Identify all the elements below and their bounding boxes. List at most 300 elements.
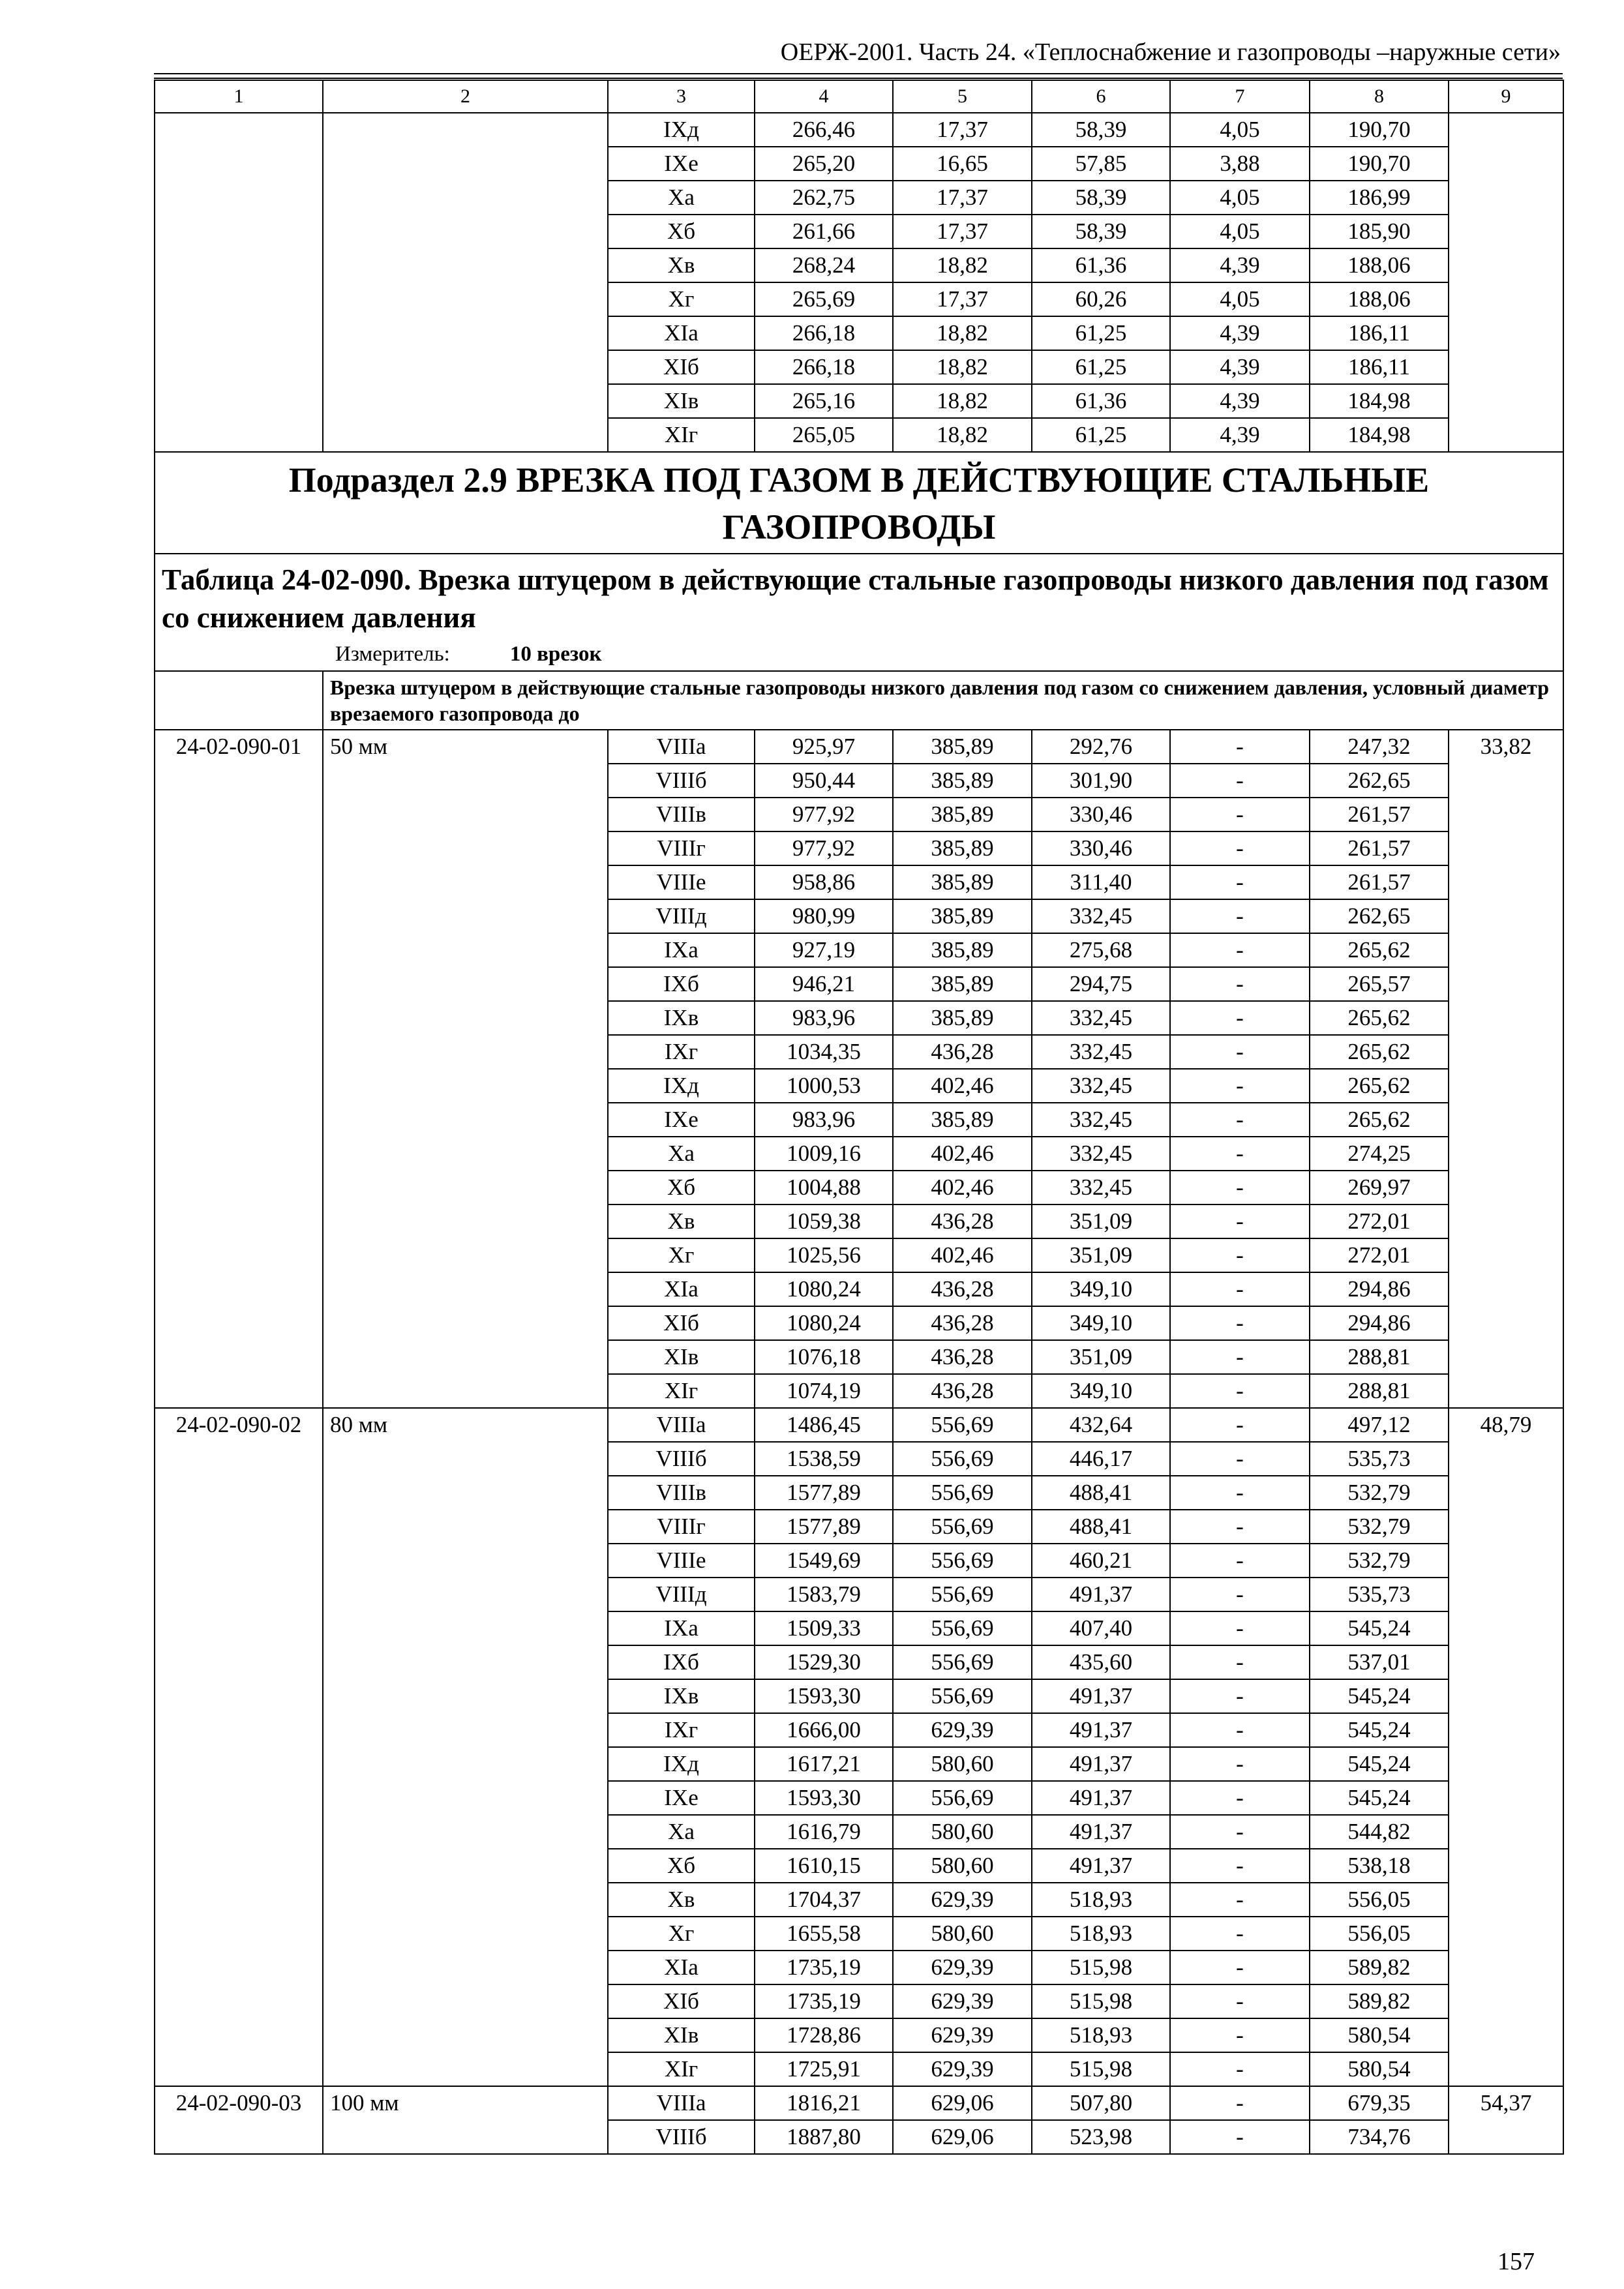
value-cell: 385,89 bbox=[893, 899, 1032, 933]
value-cell: 556,69 bbox=[893, 1476, 1032, 1510]
value-cell: 589,82 bbox=[1310, 1951, 1449, 1984]
value-cell: 1735,19 bbox=[755, 1951, 893, 1984]
value-cell: 1577,89 bbox=[755, 1510, 893, 1544]
value-cell: 545,24 bbox=[1310, 1679, 1449, 1713]
value-cell: 535,73 bbox=[1310, 1578, 1449, 1611]
value-cell: 491,37 bbox=[1032, 1578, 1170, 1611]
value-cell: 1655,58 bbox=[755, 1917, 893, 1951]
value-cell: IXе bbox=[608, 1781, 755, 1815]
value-cell: 556,69 bbox=[893, 1544, 1032, 1578]
value-cell: 268,24 bbox=[755, 248, 893, 282]
value-cell: VIIIб bbox=[608, 764, 755, 798]
value-cell: VIIIб bbox=[608, 1442, 755, 1476]
value-cell: 402,46 bbox=[893, 1238, 1032, 1272]
value-cell: 538,18 bbox=[1310, 1849, 1449, 1883]
value-cell: 265,69 bbox=[755, 282, 893, 316]
value-cell: Xг bbox=[608, 1917, 755, 1951]
value-cell: - bbox=[1170, 865, 1310, 899]
value-cell: 402,46 bbox=[893, 1137, 1032, 1171]
value-cell: - bbox=[1170, 730, 1310, 764]
value-cell: VIIIг bbox=[608, 831, 755, 865]
rate-name: 50 мм bbox=[323, 730, 608, 1408]
value-cell: - bbox=[1170, 1069, 1310, 1103]
value-cell: 556,69 bbox=[893, 1611, 1032, 1645]
value-cell: 545,24 bbox=[1310, 1747, 1449, 1781]
value-cell: 518,93 bbox=[1032, 1883, 1170, 1917]
value-cell: XIа bbox=[608, 1951, 755, 1984]
column-number: 2 bbox=[323, 80, 608, 113]
value-cell: 16,65 bbox=[893, 147, 1032, 181]
value-cell: 261,57 bbox=[1310, 831, 1449, 865]
value-cell: 436,28 bbox=[893, 1204, 1032, 1238]
value-cell: 385,89 bbox=[893, 798, 1032, 831]
value-cell: XIг bbox=[608, 2052, 755, 2086]
value-cell: - bbox=[1170, 1951, 1310, 1984]
value-cell: 1666,00 bbox=[755, 1713, 893, 1747]
measure-line bbox=[162, 640, 1556, 668]
value-cell: 958,86 bbox=[755, 865, 893, 899]
value-cell: 1529,30 bbox=[755, 1645, 893, 1679]
value-cell: 1509,33 bbox=[755, 1611, 893, 1645]
value-cell: XIв bbox=[608, 384, 755, 418]
value-cell: 58,39 bbox=[1032, 215, 1170, 248]
value-cell: 518,93 bbox=[1032, 2018, 1170, 2052]
value-cell: 580,60 bbox=[893, 1917, 1032, 1951]
value-cell: 274,25 bbox=[1310, 1137, 1449, 1171]
value-cell: 349,10 bbox=[1032, 1374, 1170, 1408]
value-cell: 1610,15 bbox=[755, 1849, 893, 1883]
value-cell: 1059,38 bbox=[755, 1204, 893, 1238]
value-cell: 385,89 bbox=[893, 1001, 1032, 1035]
col9-value: 54,37 bbox=[1449, 2086, 1563, 2154]
col9-value: 33,82 bbox=[1449, 730, 1563, 1408]
table-title-row bbox=[155, 554, 1563, 671]
value-cell: 545,24 bbox=[1310, 1781, 1449, 1815]
table-row bbox=[155, 2086, 1563, 2120]
value-cell: 518,93 bbox=[1032, 1917, 1170, 1951]
value-cell: 288,81 bbox=[1310, 1340, 1449, 1374]
value-cell: 532,79 bbox=[1310, 1510, 1449, 1544]
value-cell: - bbox=[1170, 1035, 1310, 1069]
value-cell: - bbox=[1170, 1883, 1310, 1917]
value-cell: - bbox=[1170, 1476, 1310, 1510]
value-cell: Xб bbox=[608, 1171, 755, 1204]
value-cell: 545,24 bbox=[1310, 1713, 1449, 1747]
value-cell: 332,45 bbox=[1032, 1035, 1170, 1069]
value-cell: 58,39 bbox=[1032, 181, 1170, 215]
value-cell: 261,57 bbox=[1310, 865, 1449, 899]
value-cell: Xб bbox=[608, 215, 755, 248]
value-cell: - bbox=[1170, 2086, 1310, 2120]
intro-empty-cell bbox=[155, 671, 323, 730]
value-cell: 532,79 bbox=[1310, 1544, 1449, 1578]
value-cell: 535,73 bbox=[1310, 1442, 1449, 1476]
value-cell: 262,75 bbox=[755, 181, 893, 215]
col9-value: 48,79 bbox=[1449, 1408, 1563, 2086]
value-cell: Xв bbox=[608, 248, 755, 282]
value-cell: Xг bbox=[608, 1238, 755, 1272]
value-cell: 1009,16 bbox=[755, 1137, 893, 1171]
value-cell: 266,46 bbox=[755, 113, 893, 147]
value-cell: 294,75 bbox=[1032, 967, 1170, 1001]
value-cell: 18,82 bbox=[893, 316, 1032, 350]
value-cell: - bbox=[1170, 1984, 1310, 2018]
value-cell: 946,21 bbox=[755, 967, 893, 1001]
value-cell: 983,96 bbox=[755, 1103, 893, 1137]
value-cell: 332,45 bbox=[1032, 1103, 1170, 1137]
value-cell: - bbox=[1170, 2120, 1310, 2154]
value-cell: 269,97 bbox=[1310, 1171, 1449, 1204]
value-cell: 1004,88 bbox=[755, 1171, 893, 1204]
value-cell: 436,28 bbox=[893, 1035, 1032, 1069]
header-rule-double bbox=[154, 78, 1563, 79]
measure-label: Измеритель: bbox=[335, 642, 450, 666]
column-number: 8 bbox=[1310, 80, 1449, 113]
value-cell: 261,57 bbox=[1310, 798, 1449, 831]
value-cell: 950,44 bbox=[755, 764, 893, 798]
value-cell: 17,37 bbox=[893, 113, 1032, 147]
value-cell: 265,16 bbox=[755, 384, 893, 418]
value-cell: 351,09 bbox=[1032, 1204, 1170, 1238]
value-cell: 330,46 bbox=[1032, 831, 1170, 865]
value-cell: 436,28 bbox=[893, 1340, 1032, 1374]
value-cell: - bbox=[1170, 1408, 1310, 1442]
value-cell: - bbox=[1170, 1713, 1310, 1747]
value-cell: Xа bbox=[608, 1815, 755, 1849]
table-title-block bbox=[155, 554, 1563, 671]
value-cell: 1735,19 bbox=[755, 1984, 893, 2018]
value-cell: VIIIб bbox=[608, 2120, 755, 2154]
value-cell: 629,39 bbox=[893, 1883, 1032, 1917]
value-cell: 4,39 bbox=[1170, 248, 1310, 282]
value-cell: 1816,21 bbox=[755, 2086, 893, 2120]
rate-code: 24-02-090-03 bbox=[155, 2086, 323, 2154]
value-cell: XIв bbox=[608, 1340, 755, 1374]
value-cell: 734,76 bbox=[1310, 2120, 1449, 2154]
value-cell: 272,01 bbox=[1310, 1238, 1449, 1272]
value-cell: IXб bbox=[608, 1645, 755, 1679]
value-cell: 1025,56 bbox=[755, 1238, 893, 1272]
value-cell: Xа bbox=[608, 1137, 755, 1171]
value-cell: 1076,18 bbox=[755, 1340, 893, 1374]
value-cell: 927,19 bbox=[755, 933, 893, 967]
value-cell: 580,60 bbox=[893, 1815, 1032, 1849]
value-cell: 58,39 bbox=[1032, 113, 1170, 147]
value-cell: 1538,59 bbox=[755, 1442, 893, 1476]
value-cell: - bbox=[1170, 1747, 1310, 1781]
value-cell: - bbox=[1170, 1849, 1310, 1883]
value-cell: 292,76 bbox=[1032, 730, 1170, 764]
table-row bbox=[155, 730, 1563, 764]
measure-value: 10 врезок bbox=[509, 642, 602, 666]
value-cell: 265,62 bbox=[1310, 1035, 1449, 1069]
value-cell: 57,85 bbox=[1032, 147, 1170, 181]
value-cell: 515,98 bbox=[1032, 1951, 1170, 1984]
value-cell: 385,89 bbox=[893, 933, 1032, 967]
value-cell: 523,98 bbox=[1032, 2120, 1170, 2154]
value-cell: 629,39 bbox=[893, 2018, 1032, 2052]
value-cell: IXд bbox=[608, 1747, 755, 1781]
value-cell: 18,82 bbox=[893, 384, 1032, 418]
value-cell: 61,36 bbox=[1032, 248, 1170, 282]
column-number-row bbox=[155, 80, 1563, 113]
value-cell: IXе bbox=[608, 1103, 755, 1137]
subsection-row bbox=[155, 452, 1563, 554]
value-cell: 1616,79 bbox=[755, 1815, 893, 1849]
resource-table bbox=[154, 80, 1564, 2155]
value-cell: 265,62 bbox=[1310, 1103, 1449, 1137]
column-number: 4 bbox=[755, 80, 893, 113]
value-cell: 1080,24 bbox=[755, 1272, 893, 1306]
value-cell: 977,92 bbox=[755, 798, 893, 831]
value-cell: 265,05 bbox=[755, 418, 893, 452]
rate-code: 24-02-090-01 bbox=[155, 730, 323, 1408]
value-cell: 436,28 bbox=[893, 1272, 1032, 1306]
value-cell: 332,45 bbox=[1032, 1001, 1170, 1035]
value-cell: XIа bbox=[608, 1272, 755, 1306]
value-cell: - bbox=[1170, 899, 1310, 933]
value-cell: - bbox=[1170, 1374, 1310, 1408]
value-cell: 980,99 bbox=[755, 899, 893, 933]
value-cell: 294,86 bbox=[1310, 1306, 1449, 1340]
value-cell: - bbox=[1170, 764, 1310, 798]
value-cell: - bbox=[1170, 1544, 1310, 1578]
value-cell: 1549,69 bbox=[755, 1544, 893, 1578]
value-cell: 266,18 bbox=[755, 316, 893, 350]
value-cell: 1486,45 bbox=[755, 1408, 893, 1442]
value-cell: 351,09 bbox=[1032, 1238, 1170, 1272]
column-number: 6 bbox=[1032, 80, 1170, 113]
value-cell: XIв bbox=[608, 2018, 755, 2052]
table-title: Таблица 24-02-090. Врезка штуцером в действующие стальные газопроводы низкого давления под газом со снижением давления bbox=[162, 563, 1549, 634]
value-cell: 184,98 bbox=[1310, 384, 1449, 418]
value-cell: 1728,86 bbox=[755, 2018, 893, 2052]
value-cell: 556,69 bbox=[893, 1408, 1032, 1442]
value-cell: IXд bbox=[608, 113, 755, 147]
value-cell: 1080,24 bbox=[755, 1306, 893, 1340]
value-cell: 1000,53 bbox=[755, 1069, 893, 1103]
column-number: 3 bbox=[608, 80, 755, 113]
value-cell: VIIIв bbox=[608, 798, 755, 831]
value-cell: 407,40 bbox=[1032, 1611, 1170, 1645]
value-cell: 580,60 bbox=[893, 1747, 1032, 1781]
value-cell: XIа bbox=[608, 316, 755, 350]
rate-name: 80 мм bbox=[323, 1408, 608, 2086]
value-cell: 18,82 bbox=[893, 248, 1032, 282]
value-cell: 4,39 bbox=[1170, 384, 1310, 418]
value-cell: - bbox=[1170, 1306, 1310, 1340]
column-number: 5 bbox=[893, 80, 1032, 113]
page-header: ОЕРЖ-2001. Часть 24. «Теплоснабжение и газопроводы –наружные сети» bbox=[780, 38, 1561, 66]
value-cell: 491,37 bbox=[1032, 1781, 1170, 1815]
value-cell: 507,80 bbox=[1032, 2086, 1170, 2120]
value-cell: VIIIд bbox=[608, 899, 755, 933]
value-cell: 1577,89 bbox=[755, 1476, 893, 1510]
value-cell: IXв bbox=[608, 1001, 755, 1035]
value-cell: 18,82 bbox=[893, 418, 1032, 452]
rate-code: 24-02-090-02 bbox=[155, 1408, 323, 2086]
value-cell: IXе bbox=[608, 147, 755, 181]
group-intro-row bbox=[155, 671, 1563, 730]
value-cell: 436,28 bbox=[893, 1306, 1032, 1340]
value-cell: - bbox=[1170, 1611, 1310, 1645]
value-cell: - bbox=[1170, 1103, 1310, 1137]
value-cell: 556,69 bbox=[893, 1442, 1032, 1476]
value-cell: 1583,79 bbox=[755, 1578, 893, 1611]
value-cell: VIIIа bbox=[608, 2086, 755, 2120]
value-cell: 272,01 bbox=[1310, 1204, 1449, 1238]
value-cell: 629,06 bbox=[893, 2120, 1032, 2154]
value-cell: 4,39 bbox=[1170, 316, 1310, 350]
value-cell: 1887,80 bbox=[755, 2120, 893, 2154]
value-cell: 435,60 bbox=[1032, 1645, 1170, 1679]
value-cell: 4,39 bbox=[1170, 418, 1310, 452]
value-cell: XIб bbox=[608, 1984, 755, 2018]
value-cell: 262,65 bbox=[1310, 899, 1449, 933]
value-cell: 460,21 bbox=[1032, 1544, 1170, 1578]
value-cell: VIIIг bbox=[608, 1510, 755, 1544]
value-cell: 556,05 bbox=[1310, 1883, 1449, 1917]
value-cell: 491,37 bbox=[1032, 1815, 1170, 1849]
value-cell: 629,06 bbox=[893, 2086, 1032, 2120]
value-cell: 925,97 bbox=[755, 730, 893, 764]
value-cell: Xб bbox=[608, 1849, 755, 1883]
value-cell: - bbox=[1170, 1171, 1310, 1204]
value-cell: 580,54 bbox=[1310, 2052, 1449, 2086]
value-cell: - bbox=[1170, 1001, 1310, 1035]
value-cell: 351,09 bbox=[1032, 1340, 1170, 1374]
value-cell: 61,36 bbox=[1032, 384, 1170, 418]
value-cell: 186,11 bbox=[1310, 316, 1449, 350]
value-cell: 311,40 bbox=[1032, 865, 1170, 899]
value-cell: 1704,37 bbox=[755, 1883, 893, 1917]
value-cell: - bbox=[1170, 1781, 1310, 1815]
value-cell: 556,69 bbox=[893, 1578, 1032, 1611]
value-cell: 288,81 bbox=[1310, 1374, 1449, 1408]
value-cell: 184,98 bbox=[1310, 418, 1449, 452]
value-cell: 247,32 bbox=[1310, 730, 1449, 764]
value-cell: - bbox=[1170, 1645, 1310, 1679]
value-cell: - bbox=[1170, 2018, 1310, 2052]
value-cell: 185,90 bbox=[1310, 215, 1449, 248]
value-cell: 629,39 bbox=[893, 1951, 1032, 1984]
value-cell: XIг bbox=[608, 1374, 755, 1408]
value-cell: 629,39 bbox=[893, 2052, 1032, 2086]
column-number: 1 bbox=[155, 80, 323, 113]
value-cell: 61,25 bbox=[1032, 350, 1170, 384]
value-cell: - bbox=[1170, 1204, 1310, 1238]
value-cell: 629,39 bbox=[893, 1713, 1032, 1747]
value-cell: 385,89 bbox=[893, 764, 1032, 798]
value-cell: 1074,19 bbox=[755, 1374, 893, 1408]
value-cell: 60,26 bbox=[1032, 282, 1170, 316]
value-cell: 537,01 bbox=[1310, 1645, 1449, 1679]
value-cell: 446,17 bbox=[1032, 1442, 1170, 1476]
value-cell: VIIIе bbox=[608, 1544, 755, 1578]
value-cell: VIIIв bbox=[608, 1476, 755, 1510]
value-cell: 188,06 bbox=[1310, 282, 1449, 316]
value-cell: - bbox=[1170, 1238, 1310, 1272]
value-cell: 266,18 bbox=[755, 350, 893, 384]
value-cell: Xа bbox=[608, 181, 755, 215]
value-cell: 4,05 bbox=[1170, 215, 1310, 248]
value-cell: - bbox=[1170, 2052, 1310, 2086]
value-cell: Xв bbox=[608, 1204, 755, 1238]
value-cell: 556,69 bbox=[893, 1781, 1032, 1815]
value-cell: VIIIа bbox=[608, 730, 755, 764]
value-cell: IXв bbox=[608, 1679, 755, 1713]
value-cell: 261,66 bbox=[755, 215, 893, 248]
value-cell: VIIIд bbox=[608, 1578, 755, 1611]
value-cell: 1725,91 bbox=[755, 2052, 893, 2086]
value-cell: 491,37 bbox=[1032, 1849, 1170, 1883]
value-cell: 532,79 bbox=[1310, 1476, 1449, 1510]
value-cell: - bbox=[1170, 1815, 1310, 1849]
value-cell: 385,89 bbox=[893, 831, 1032, 865]
value-cell: 629,39 bbox=[893, 1984, 1032, 2018]
value-cell: 186,11 bbox=[1310, 350, 1449, 384]
value-cell: 1034,35 bbox=[755, 1035, 893, 1069]
value-cell: 4,39 bbox=[1170, 350, 1310, 384]
value-cell: 556,05 bbox=[1310, 1917, 1449, 1951]
value-cell: 18,82 bbox=[893, 350, 1032, 384]
value-cell: Xв bbox=[608, 1883, 755, 1917]
value-cell: 488,41 bbox=[1032, 1510, 1170, 1544]
value-cell: 332,45 bbox=[1032, 1171, 1170, 1204]
value-cell: IXг bbox=[608, 1713, 755, 1747]
value-cell: IXд bbox=[608, 1069, 755, 1103]
value-cell: 544,82 bbox=[1310, 1815, 1449, 1849]
value-cell: 332,45 bbox=[1032, 1069, 1170, 1103]
value-cell: 265,62 bbox=[1310, 1069, 1449, 1103]
value-cell: 580,60 bbox=[893, 1849, 1032, 1883]
value-cell: 589,82 bbox=[1310, 1984, 1449, 2018]
value-cell: 1593,30 bbox=[755, 1781, 893, 1815]
value-cell: 4,05 bbox=[1170, 282, 1310, 316]
value-cell: 497,12 bbox=[1310, 1408, 1449, 1442]
value-cell: - bbox=[1170, 1917, 1310, 1951]
value-cell: - bbox=[1170, 1340, 1310, 1374]
value-cell: VIIIа bbox=[608, 1408, 755, 1442]
name-cell-empty bbox=[323, 113, 608, 452]
value-cell: 385,89 bbox=[893, 865, 1032, 899]
value-cell: 265,62 bbox=[1310, 1001, 1449, 1035]
value-cell: 1593,30 bbox=[755, 1679, 893, 1713]
value-cell: 402,46 bbox=[893, 1171, 1032, 1204]
value-cell: - bbox=[1170, 1442, 1310, 1476]
value-cell: 3,88 bbox=[1170, 147, 1310, 181]
value-cell: 580,54 bbox=[1310, 2018, 1449, 2052]
value-cell: - bbox=[1170, 1510, 1310, 1544]
value-cell: 186,99 bbox=[1310, 181, 1449, 215]
value-cell: 17,37 bbox=[893, 282, 1032, 316]
value-cell: 515,98 bbox=[1032, 2052, 1170, 2086]
value-cell: 265,62 bbox=[1310, 933, 1449, 967]
value-cell: 301,90 bbox=[1032, 764, 1170, 798]
column-number: 9 bbox=[1449, 80, 1563, 113]
value-cell: IXа bbox=[608, 1611, 755, 1645]
value-cell: 556,69 bbox=[893, 1645, 1032, 1679]
value-cell: 188,06 bbox=[1310, 248, 1449, 282]
table-row bbox=[155, 113, 1563, 147]
value-cell: 491,37 bbox=[1032, 1679, 1170, 1713]
value-cell: 61,25 bbox=[1032, 418, 1170, 452]
value-cell: 294,86 bbox=[1310, 1272, 1449, 1306]
value-cell: 436,28 bbox=[893, 1374, 1032, 1408]
value-cell: 385,89 bbox=[893, 730, 1032, 764]
value-cell: - bbox=[1170, 831, 1310, 865]
page-number: 157 bbox=[1497, 2248, 1535, 2275]
